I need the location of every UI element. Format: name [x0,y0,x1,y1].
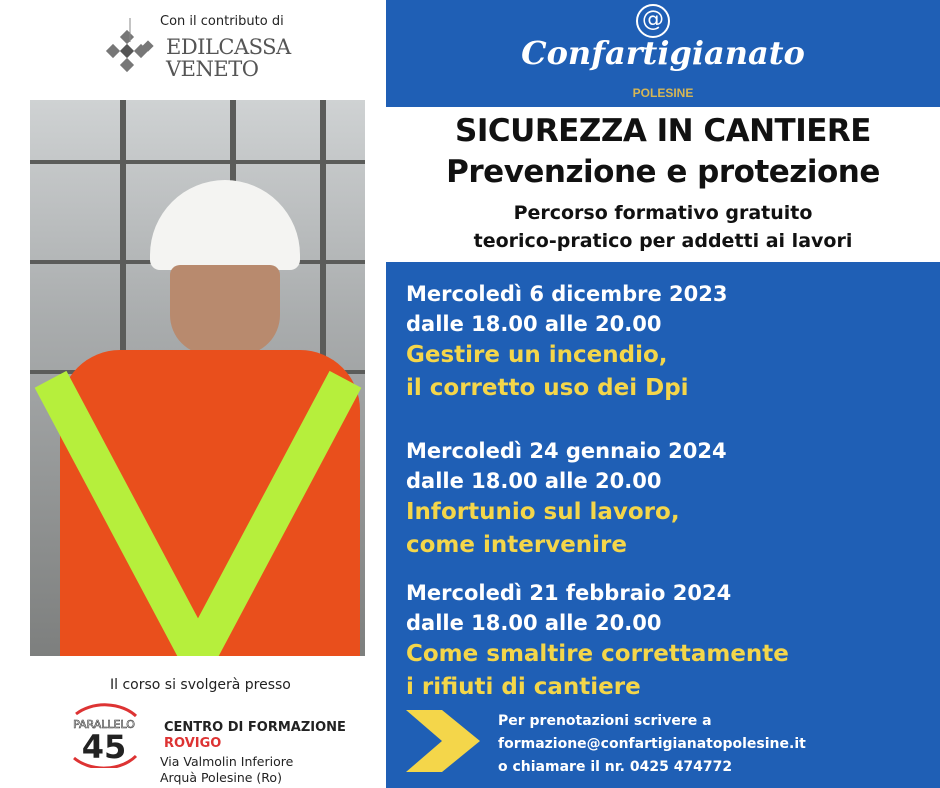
brand-name: Confartigianato [521,34,805,72]
brand-subtitle: POLESINE [632,86,694,100]
venue-label: Il corso si svolgerà presso [110,677,291,693]
event-date: Mercoledì 21 febbraio 2024 [406,581,732,605]
worker-photo [30,100,365,656]
contact-line: Per prenotazioni scrivere a [498,713,712,729]
event-topic: come intervenire [406,532,627,558]
event-topic: il corretto uso dei Dpi [406,375,689,401]
chevron-right-icon [406,710,480,772]
confartigianato-logo-icon: @ [636,4,670,38]
contact-phone: o chiamare il nr. 0425 474772 [498,759,733,775]
event-time: dalle 18.00 alle 20.00 [406,312,662,336]
event-date: Mercoledì 6 dicembre 2023 [406,282,728,306]
event-topic: Come smaltire correttamente [406,641,789,667]
venue-address [160,754,293,786]
parallelo45-logo-icon [58,702,150,768]
edilcassa-logo-icon [100,18,160,78]
event-item [406,578,789,704]
contact-info [498,710,806,779]
edilcassa-name [166,36,291,80]
title-line2: Prevenzione e protezione [446,154,880,190]
event-date: Mercoledì 24 gennaio 2024 [406,439,727,463]
title-line1: SICUREZZA IN CANTIERE [455,113,871,149]
event-time: dalle 18.00 alle 20.00 [406,469,662,493]
subtitle-line2: teorico-pratico per addetti ai lavori [473,230,853,252]
svg-text:PARALLELO: PARALLELO [73,718,135,731]
event-topic: i rifiuti di cantiere [406,674,641,700]
event-item [406,279,727,405]
sponsor-label: Con il contributo di [160,14,284,29]
contact-email[interactable]: formazione@confartigianatopolesine.it [498,736,806,752]
address-line: Arquà Polesine (Ro) [160,770,282,785]
event-topic: Infortunio sul lavoro, [406,499,680,525]
address-line: Via Valmolin Inferiore [160,754,294,769]
event-topic: Gestire un incendio, [406,342,668,368]
venue-name: CENTRO DI FORMAZIONE [164,720,346,735]
svg-text:45: 45 [81,728,127,766]
venue-city: ROVIGO [164,736,222,751]
edilcassa-line1: EDILCASSA [166,35,291,59]
event-item [406,436,727,562]
subtitle-line1: Percorso formativo gratuito [513,202,813,224]
event-time: dalle 18.00 alle 20.00 [406,611,662,635]
edilcassa-line2: VENETO [166,57,259,81]
